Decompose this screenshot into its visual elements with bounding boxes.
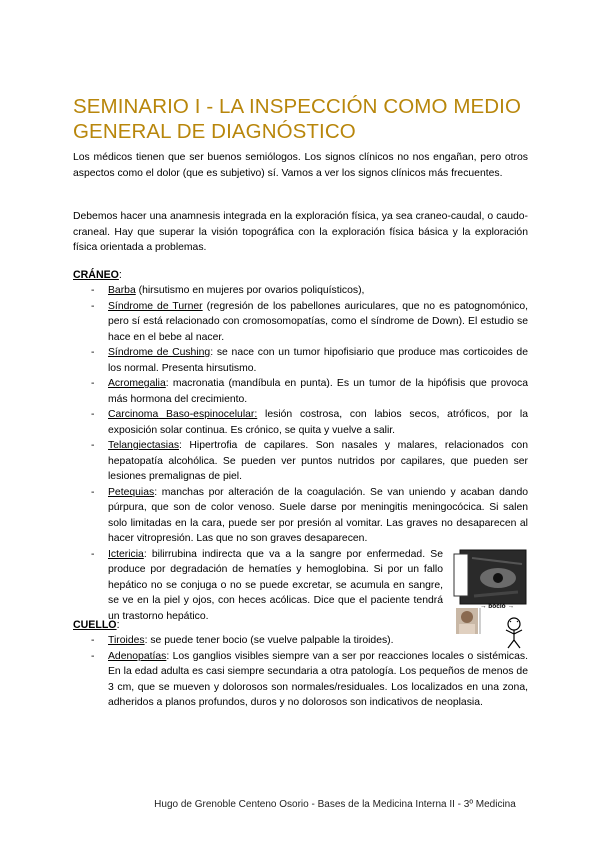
- list-item: - Tiroides: se puede tener bocio (se vuelve palpable la tiroides).: [91, 635, 394, 646]
- section-heading-cuello: [73, 618, 120, 632]
- item-text: : Hipertrofia de capilares. Son nasales y malares, relacionados con hepatopatía alcohólica. Se pueden ver puntos nutridos por capilares, que pueden ser lesiones premalignas de piel.: [108, 440, 528, 482]
- item-text: : bilirrubina indirecta que va a la sangre por enfermedad. Se produce por degradación de hematíes y hemoglobina. Si por un fallo hepático no se conjuga o no se puede excretar, se acumula en sangre, se ve en la piel y ojos, con heces acólicas. Dice que el paciente tendrá un trastorno hepático.: [108, 548, 443, 622]
- item-text: lesión costrosa, con labios secos, atróficos, por la exposición solar continua. Es crónico, se quita y vuelve a salir.: [108, 409, 528, 436]
- section-heading-craneo: [73, 268, 122, 282]
- cuello-heading-text: CUELLO: [73, 619, 117, 631]
- list-item: - Carcinoma Baso-espinocelular: lesión costrosa, con labios secos, atróficos, por la exposición solar continua. Es crónico, se quita y vuelve a salir.: [91, 409, 528, 436]
- ictericia-figure: [452, 548, 528, 606]
- intro-paragraph-1: Los médicos tienen que ser buenos semiólogos. Los signos clínicos no nos engañan, pero otros aspectos como el dolor (que es subjetivo) sí. Vamos a ver los signos clínicos más frecuentes.: [73, 152, 528, 179]
- intro-paragraph-2: Debemos hacer una anamnesis integrada en la exploración física, ya sea craneo-caudal, o caudo-craneal. Hay que superar la visión topográfica con la exploración física básica y la exploración física orientada a problemas.: [73, 211, 528, 253]
- bocio-figure: [456, 604, 536, 650]
- list-item: - Ictericia: bilirrubina indirecta que va a la sangre por enfermedad. Se produce por degradación de hematíes y hemoglobina. Si por un fallo hepático no se conjuga o no se puede excretar, se acumula en sangre, se ve en la piel y ojos, con heces acólicas. Dice que el paciente tendrá un trastorno hepático.: [91, 548, 443, 622]
- list-item: - Barba (hirsutismo en mujeres por ovarios poliquísticos),: [91, 285, 365, 296]
- item-term: Telangiectasias: [108, 440, 180, 451]
- item-term: Adenopatías: [108, 650, 167, 662]
- item-term: Síndrome de Turner: [108, 300, 203, 312]
- item-term: Carcinoma Baso-espinocelular:: [108, 409, 258, 420]
- item-term: Petequias: [108, 486, 155, 498]
- page-footer: Hugo de Grenoble Centeno Osorio - Bases de la Medicina Interna II - 3º Medicina: [154, 799, 516, 810]
- list-item: - Acromegalia: macronatia (mandíbula en punta). Es un tumor de la hipófisis que provoca más hormona del crecimiento.: [91, 378, 528, 405]
- item-term: Acromegalia: [108, 378, 166, 389]
- item-text: : Los ganglios visibles siempre van a ser por reacciones locales o sistémicas. En la edad adulta es casi siempre secundaria a otra patología. Los pequeños de menos de 3 cm, que se mueven y dolorosos son normales/residuales. Los localizados en una zona, adheridos a planos profundos, duros y no dolorosos son indicativos de neoplasia.: [108, 650, 528, 708]
- item-text: : se puede tener bocio (se vuelve palpable la tiroides).: [144, 635, 394, 646]
- list-item: - Síndrome de Turner (regresión de los pabellones auriculares, que no es patognomónico, pero sí está relacionado con cromosomopatías, como el síndrome de Down). El estudio se hace en el bebe al nacer.: [91, 300, 528, 343]
- bocio-figure-label: → bocio →: [480, 603, 514, 610]
- list-item: - Petequias: manchas por alteración de la coagulación. Se van uniendo y acaban dando púrpura, que son de color venoso. Suele darse por meningitis meningocócica. Si salen solo limitadas en la cara, puede ser por presión al vomitar. Las graves no desaparecen al hacer vitropresión. Las que no son graves desaparecen.: [91, 486, 528, 544]
- item-text: (regresión de los pabellones auriculares, que no es patognomónico, pero sí está relacionado con cromosomopatías, como el síndrome de Down). El estudio se hace en el bebe al nacer.: [108, 300, 528, 343]
- item-text: (hirsutismo en mujeres por ovarios poliquísticos),: [135, 285, 365, 296]
- list-item: - Telangiectasias: Hipertrofia de capilares. Son nasales y malares, relacionados con hepatopatía alcohólica. Se pueden ver puntos nutridos por capilares, que pueden ser lesiones premalignas de piel.: [91, 440, 528, 482]
- list-item: - Adenopatías: Los ganglios visibles siempre van a ser por reacciones locales o sistémicas. En la edad adulta es casi siempre secundaria a otra patología. Los pequeños de menos de 3 cm, que se mueven y dolorosos son normales/residuales. Los localizados en una zona, adheridos a planos profundos, duros y no dolorosos son indicativos de neoplasia.: [91, 650, 528, 708]
- item-term: Tiroides: [108, 635, 145, 646]
- item-term: Barba: [108, 285, 136, 296]
- item-text: : manchas por alteración de la coagulación. Se van uniendo y acaban dando púrpura, que son de color venoso. Suele darse por meningitis meningocócica. Si salen solo limitadas en la cara, puede ser por presión al vomitar. Las graves no desaparecen al hacer vitropresión. Las que no son graves desaparecen.: [108, 486, 528, 544]
- item-text: : se nace con un tumor hipofisiario que produce mas corticoides de los normal. Presenta hirsutismo.: [108, 347, 528, 374]
- item-term: Ictericia: [108, 548, 144, 560]
- list-item: - Síndrome de Cushing: se nace con un tumor hipofisiario que produce mas corticoides de los normal. Presenta hirsutismo.: [91, 347, 528, 374]
- craneo-heading-text: CRÁNEO: [73, 269, 119, 281]
- item-term: Síndrome de Cushing: [108, 347, 211, 358]
- cuello-heading-colon: :: [116, 619, 120, 631]
- page-title: SEMINARIO I - LA INSPECCIÓN COMO MEDIO GENERAL DE DIAGNÓSTICO: [73, 95, 522, 143]
- craneo-heading-colon: :: [118, 269, 122, 281]
- item-text: : macronatia (mandíbula en punta). Es un tumor de la hipófisis que provoca más hormona del crecimiento.: [108, 378, 528, 405]
